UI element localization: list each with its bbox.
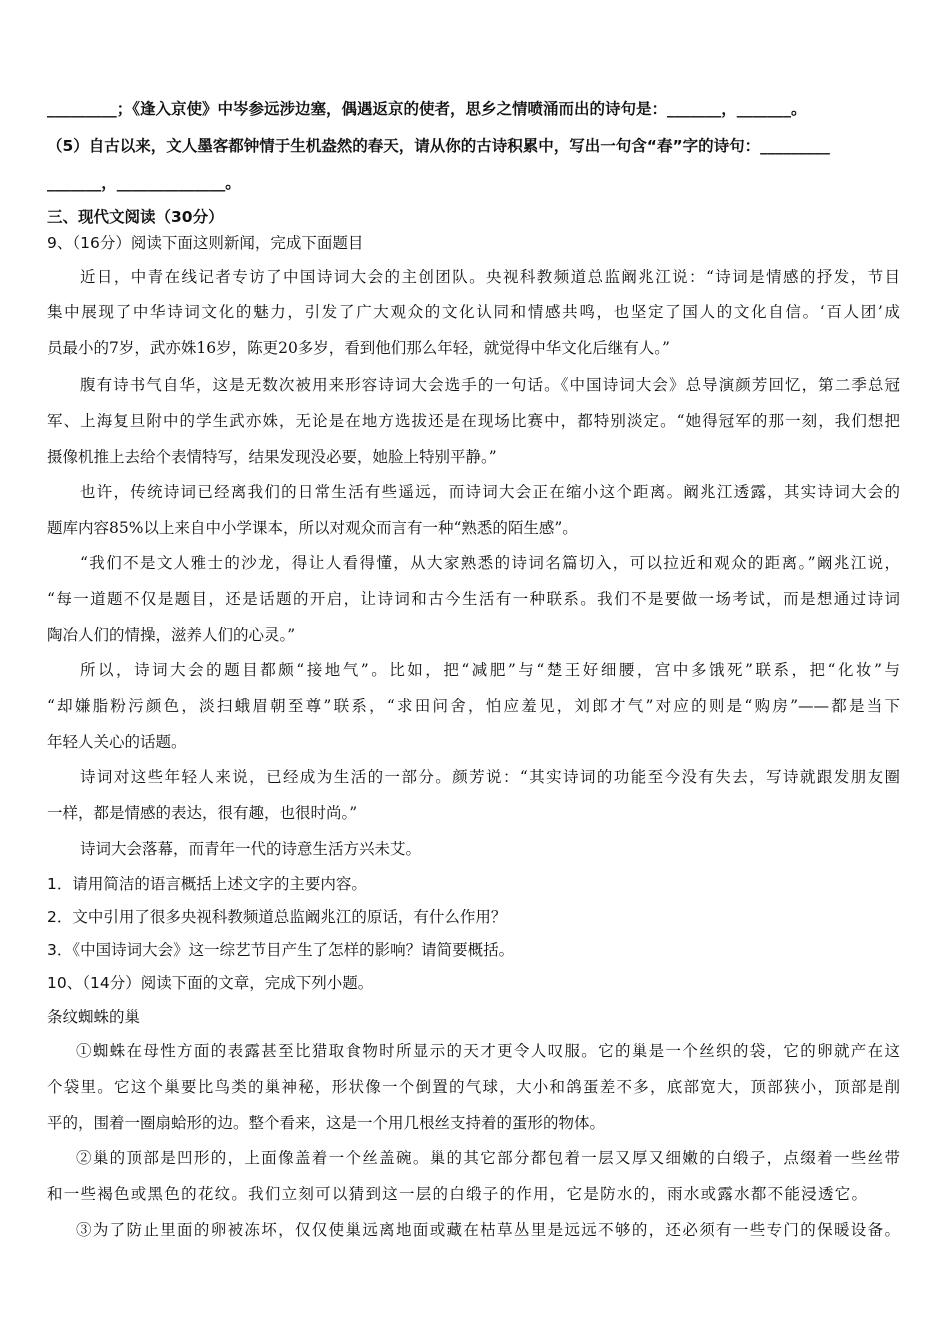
q9-paragraph-line: “我们不是文人雅士的沙龙，得让人看得懂，从大家熟悉的诗词名篇切入，可以拉近和观众的距离。”阚兆江说， bbox=[80, 554, 900, 572]
article-title: 条纹蜘蛛的巢 bbox=[47, 1008, 141, 1026]
q9-title: 9、（16分）阅读下面这则新闻，完成下面题目 bbox=[47, 234, 364, 252]
q5-answer-blanks: _______，______________。 bbox=[47, 174, 241, 192]
q9-paragraph-line: 近日，中青在线记者专访了中国诗词大会的主创团队。央视科教频道总监阚兆江说：“诗词是情感的抒发，节目 bbox=[80, 268, 900, 286]
section-heading-modern-reading: 三、现代文阅读（30分） bbox=[47, 208, 224, 226]
q10-paragraph-line: 和一些褐色或黑色的花纹。我们立刻可以猜到这一层的白缎子的作用，它是防水的，雨水或露水都不能浸透它。 bbox=[47, 1185, 867, 1203]
q9-paragraph-line: 一样，都是情感的表达，很有趣，也很时尚。” bbox=[47, 804, 358, 822]
q10-paragraph-line: ①蜘蛛在母性方面的表露甚至比猎取食物时所显示的天才更令人叹服。它的巢是一个丝织的袋，它的卵就产在这 bbox=[76, 1042, 900, 1060]
q9-paragraph-line: 年轻人关心的话题。 bbox=[47, 733, 187, 751]
q9-paragraph-line: 腹有诗书气自华，这是无数次被用来形容诗词大会选手的一句话。《中国诗词大会》总导演颜芳回忆，第二季总冠 bbox=[80, 376, 900, 394]
fill-in-line-poem: _________；《逢入京使》中岑参远涉边塞，偶遇返京的使者，思乡之情喷涌而出的诗句是：_______，_______。 bbox=[47, 100, 807, 118]
q9-paragraph-line: 军、上海复旦附中的学生武亦姝，无论是在地方选拔还是在现场比赛中，都特别淡定。“她得冠军的那一刻，我们想把 bbox=[47, 412, 900, 430]
q9-paragraph-line: 题库内容85%以上来自中小学课本，所以对观众而言有一种“熟悉的陌生感”。 bbox=[47, 519, 578, 537]
q9-subquestion: 3．《中国诗词大会》这一综艺节目产生了怎样的影响？请简要概括。 bbox=[47, 941, 515, 959]
q9-paragraph-line: 陶冶人们的情操，滋养人们的心灵。” bbox=[47, 626, 296, 644]
q9-subquestion: 1．请用简洁的语言概括上述文字的主要内容。 bbox=[47, 875, 367, 893]
q9-subquestion: 2．文中引用了很多央视科教频道总监阚兆江的原话，有什么作用？ bbox=[47, 908, 507, 926]
q9-paragraph-line: 所以，诗词大会的题目都颇“接地气”。比如，把“减肥”与“楚王好细腰，宫中多饿死”联系，把“化妆”与 bbox=[80, 661, 900, 679]
q9-paragraph-line: 诗词对这些年轻人来说，已经成为生活的一部分。颜芳说：“其实诗词的功能至今没有失去，写诗就跟发朋友圈 bbox=[80, 768, 900, 786]
q10-paragraph-line: ③为了防止里面的卵被冻坏，仅仅使巢远离地面或藏在枯草丛里是远远不够的，还必须有一些专门的保暖设备。 bbox=[76, 1221, 900, 1239]
q10-paragraph-line: 平的，围着一圈扇蛤形的边。整个看来，这是一个用几根丝支持着的蛋形的物体。 bbox=[47, 1114, 606, 1132]
q10-title: 10、（14分）阅读下面的文章，完成下列小题。 bbox=[47, 974, 374, 992]
q10-paragraph-line: ②巢的顶部是凹形的，上面像盖着一个丝盖碗。巢的其它部分都包着一层又厚又细嫩的白缎子，点缀着一些丝带 bbox=[76, 1149, 900, 1167]
q9-paragraph-line: 也许，传统诗词已经离我们的日常生活有些遥远，而诗词大会正在缩小这个距离。阚兆江透露，其实诗词大会的 bbox=[80, 483, 900, 501]
q9-paragraph-line: 诗词大会落幕，而青年一代的诗意生活方兴未艾。 bbox=[80, 840, 422, 858]
q9-paragraph-line: 员最小的7岁，武亦姝16岁，陈更20多岁，看到他们那么年轻，就觉得中华文化后继有人。” bbox=[47, 339, 670, 357]
q9-paragraph-line: 集中展现了中华诗词文化的魅力，引发了广大观众的文化认同和情感共鸣，也坚定了国人的文化自信。‘百人团’成 bbox=[47, 303, 900, 321]
q9-paragraph-line: “却嫌脂粉污颜色，淡扫蛾眉朝至尊”联系，“求田问舍，怕应羞见，刘郎才气”对应的则是“购房”——都是当下 bbox=[47, 697, 900, 715]
q10-paragraph-line: 个袋里。它这个巢要比鸟类的巢神秘，形状像一个倒置的气球，大小和鸽蛋差不多，底部宽大，顶部狭小，顶部是削 bbox=[47, 1078, 900, 1096]
q9-paragraph-line: “每一道题不仅是题目，还是话题的开启，让诗词和古今生活有一种联系。我们不是要做一场考试，而是想通过诗词 bbox=[47, 590, 900, 608]
q5-prompt-line: （5）自古以来，文人墨客都钟情于生机盎然的春天，请从你的古诗积累中，写出一句含“春”字的诗句：_________ bbox=[47, 137, 830, 155]
q9-paragraph-line: 摄像机推上去给个表情特写，结果发现没必要，她脸上特别平静。” bbox=[47, 448, 497, 466]
